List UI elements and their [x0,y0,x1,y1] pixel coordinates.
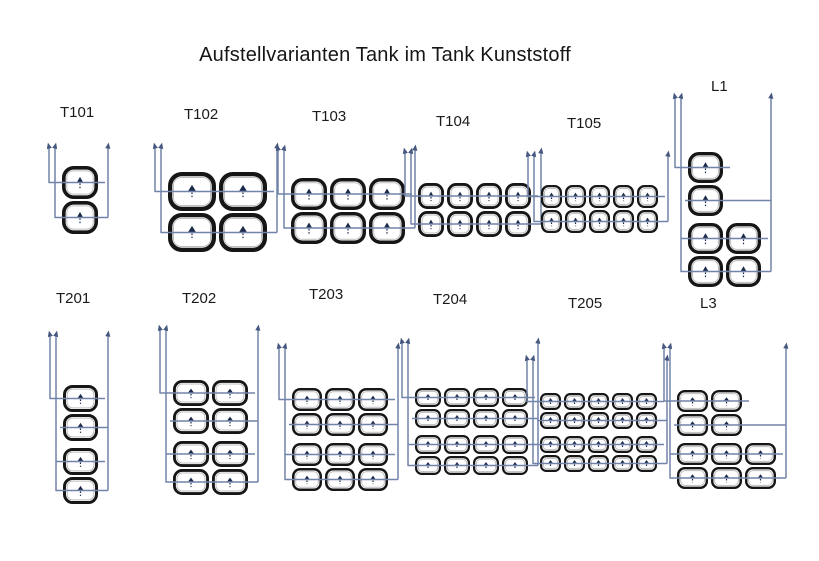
page-title: Aufstellvarianten Tank im Tank Kunststoff [199,44,571,66]
variant-label-T202: T202 [182,290,217,307]
pipe-arrow-icon [255,324,261,331]
pipe-arrow-icon [398,337,404,344]
pipe-arrow-icon [678,92,684,99]
variant-label-T103: T103 [312,108,347,125]
pipe-arrow-icon [275,342,281,349]
variant-diagram-T201 [39,328,116,510]
pipe-arrow-icon [156,324,162,331]
variant-label-L1: L1 [711,78,728,95]
pipe-arrow-icon [524,150,530,157]
pipe-arrow-icon [530,354,536,361]
pipe-arrow-icon [282,342,288,349]
pipe-arrow-icon [783,342,789,349]
pipe-arrow-icon [768,92,774,99]
pipe-arrow-icon [660,342,666,349]
variant-label-T104: T104 [436,113,471,130]
variant-diagram-L1 [664,90,779,293]
variant-label-T205: T205 [568,295,603,312]
variant-diagram-T202 [149,322,266,501]
pipe-arrow-icon [667,342,673,349]
variant-label-L3: L3 [700,295,717,312]
variant-diagram-L3 [653,340,794,495]
pipe-arrow-icon [671,92,677,99]
variant-label-T204: T204 [433,291,468,308]
variant-diagram-T102 [144,140,285,258]
variant-diagram-T203 [268,340,406,497]
variant-label-T105: T105 [567,115,602,132]
pipe-arrow-icon [158,142,164,149]
variant-label-T101: T101 [60,104,95,121]
pipe-arrow-icon [274,144,280,151]
pipe-arrow-icon [531,150,537,157]
pipe-arrow-icon [151,142,157,149]
pipe-arrow-icon [408,147,414,154]
pipe-arrow-icon [46,330,52,337]
pipe-arrow-icon [105,142,111,149]
pipe-arrow-icon [401,147,407,154]
variant-diagram-T105 [517,148,676,239]
pipe-arrow-icon [405,337,411,344]
pipe-arrow-icon [523,354,529,361]
pipe-arrow-icon [52,142,58,149]
pipe-arrow-icon [45,142,51,149]
pipe-arrow-icon [53,330,59,337]
variant-diagram-T205 [516,352,675,478]
pipe-arrow-icon [163,324,169,331]
variant-diagram-T101 [38,140,116,240]
pipe-arrow-icon [281,144,287,151]
pipe-arrow-icon [535,337,541,344]
variant-label-T102: T102 [184,106,219,123]
variant-label-T201: T201 [56,290,91,307]
variant-label-T203: T203 [309,286,344,303]
pipe-arrow-icon [105,330,111,337]
